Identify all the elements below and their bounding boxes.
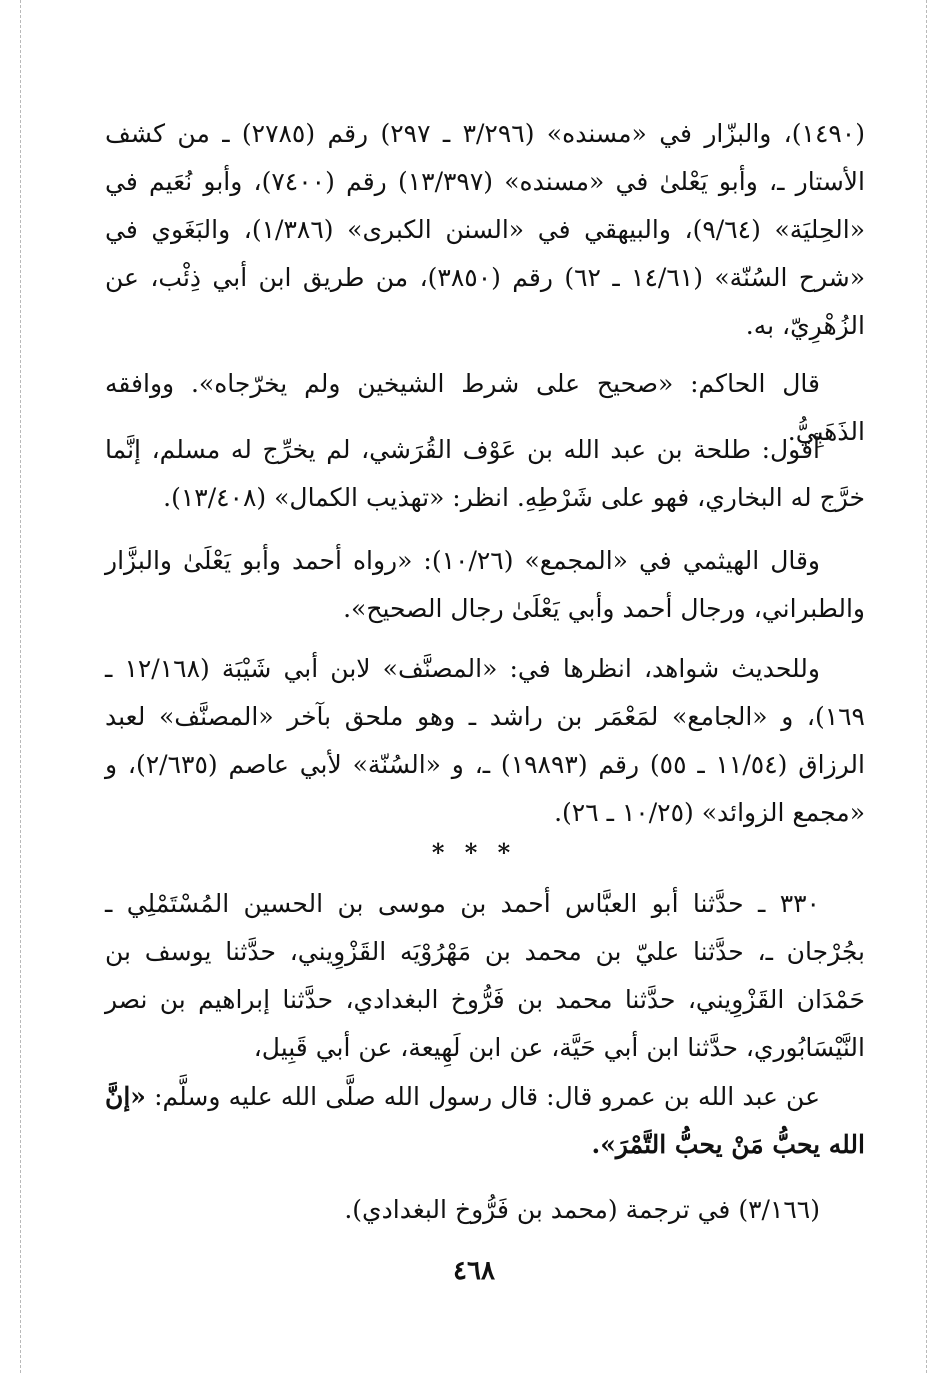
page-right-border bbox=[926, 0, 927, 1373]
page-number: ٤٦٨ bbox=[453, 1256, 495, 1286]
section-separator: * * * bbox=[431, 838, 517, 867]
paragraph-haythami: وقال الهيثمي في «المجمع» (١٠/٢٦): «رواه أحمد وأبو يَعْلَىٰ والبزَّار والطبراني، ورجال أحمد وأبي يَعْلَىٰ رجال الصحيح». bbox=[105, 546, 865, 623]
paragraph-hadith-matn bbox=[105, 1073, 865, 1169]
hadith-matn-prefix: عن عبد الله بن عمرو قال: قال رسول الله صلَّى الله عليه وسلَّم: bbox=[145, 1082, 820, 1111]
hadith-quote: «إنَّ الله يحبُّ مَنْ يحبُّ التَّمْرَ». bbox=[105, 1082, 865, 1159]
paragraph-hadith-isnad: ٣٣٠ ـ حدَّثنا أبو العبَّاس أحمد بن موسى بن الحسين المُسْتَمْلِي ـ بجُرْجان ـ، حدَّثنا عليّ بن محمد بن مَهْرُوْيَه القَزْوِيني، حدَّثنا يوسف بن حَمْدَان القَزْوِيني، حدَّثنا محمد بن فَرُّوخ البغدادي، حدَّثنا إبراهيم بن نصر النَّيْسَابُوري، حدَّثنا ابن أبي حَيَّة، عن ابن لَهِيعة، عن أبي قَبِيل، bbox=[105, 889, 865, 1062]
paragraph-aqul: أقول: طلحة بن عبد الله بن عَوْف القُرَشي، لم يخرِّج له مسلم، إنَّما خرَّج له البخاري، فهو على شَرْطِهِ. انظر: «تهذيب الكمال» (١٣/٤٠٨). bbox=[105, 435, 865, 512]
paragraph-reference: (٣/١٦٦) في ترجمة (محمد بن فَرُّوخ البغدادي). bbox=[344, 1195, 820, 1224]
paragraph-hakim: قال الحاكم: «صحيح على شرط الشيخين ولم يخرّجاه». ووافقه الذَهَبِيُّ. bbox=[105, 369, 865, 446]
paragraph-shawahid: وللحديث شواهد، انظرها في: «المصنَّف» لابن أبي شَيْبَة (١٢/١٦٨ ـ ١٦٩)، و «الجامع» لمَعْمَر بن راشد ـ وهو ملحق بآخر «المصنَّف» لعبد الرزاق (١١/٥٤ ـ ٥٥) رقم (١٩٨٩٣) ـ، و «السُنّة» لأبي عاصم (٢/٦٣٥)، و «مجمع الزوائد» (١٠/٢٥ ـ ٢٦). bbox=[105, 654, 865, 827]
page-left-border bbox=[20, 0, 21, 1373]
paragraph-citations: (١٤٩٠)، والبزّار في «مسنده» (٣/٢٩٦ ـ ٢٩٧) رقم (٢٧٨٥) ـ من كشف الأستار ـ، وأبو يَعْلىٰ في «مسنده» (١٣/٣٩٧) رقم (٧٤٠٠)، وأبو نُعَيم في «الحِليَة» (٩/٦٤)، والبيهقي في «السنن الكبرى» (١/٣٨٦)، والبَغَوي في «شرح السُنّة» (١٤/٦١ ـ ٦٢) رقم (٣٨٥٠)، من طريق ابن أبي ذِئْب، عن الزُهْرِيّ، به. bbox=[105, 119, 866, 340]
